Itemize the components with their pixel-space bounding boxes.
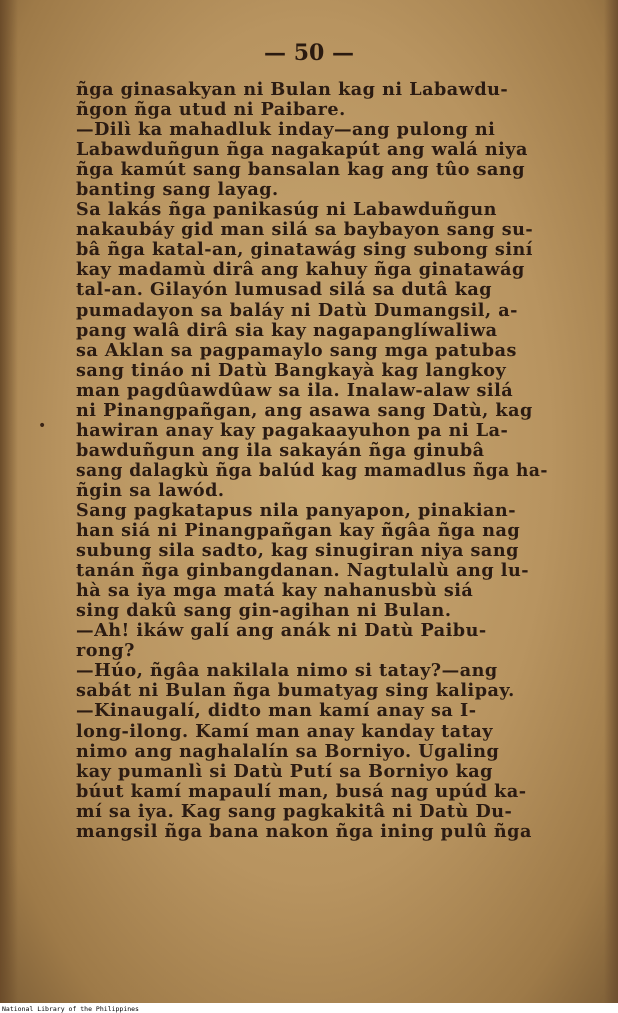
text-line: pumadayon sa baláy ni Datù Dumangsil, a- bbox=[76, 299, 518, 321]
page-number: — 50 — bbox=[264, 40, 354, 66]
text-line: kay madamù dirâ ang kahuy ñga ginatawág bbox=[76, 259, 525, 281]
text-line: —Kinaugalí, didto man kamí anay sa I- bbox=[76, 700, 477, 722]
text-line: sing dakû sang gin-agihan ni Bulan. bbox=[76, 600, 452, 622]
text-line: sa Aklan sa pagpamaylo sang mga patubas bbox=[76, 339, 517, 361]
text-line: ñga kamút sang bansalan kag ang tûo sang bbox=[76, 159, 526, 181]
text-line: Sang pagkatapus nila panyapon, pinakian- bbox=[76, 499, 516, 521]
text-line: Labawduñgun ñga nagakapút ang walá niya bbox=[76, 139, 528, 161]
margin-mark: • bbox=[38, 418, 47, 434]
text-line: long-ilong. Kamí man anay kanday tatay bbox=[76, 720, 493, 742]
text-line: subung sila sadto, kag sinugiran niya sang bbox=[76, 540, 519, 562]
text-line: —Dilì ka mahadluk inday—ang pulong ni bbox=[76, 119, 496, 141]
text-line: bâ ñga katal-an, ginatawág sing subong siní bbox=[76, 239, 533, 261]
text-line: rong? bbox=[76, 640, 135, 662]
text-line: —Ah! ikáw galí ang anák ni Datù Paibu- bbox=[76, 620, 487, 642]
text-line: nimo ang naghalalín sa Borniyo. Ugaling bbox=[76, 740, 500, 762]
footer-credit: National Library of the Philippines bbox=[2, 1005, 139, 1013]
text-line: Sa lakás ñga panikasúg ni Labawduñgun bbox=[76, 199, 497, 221]
text-line: tal-an. Gilayón lumusad silá sa dutâ kag bbox=[76, 279, 493, 301]
text-line: tanán ñga ginbangdanan. Nagtulalù ang lu- bbox=[76, 560, 530, 582]
text-line: sabát ni Bulan ñga bumatyag sing kalipay. bbox=[76, 680, 515, 702]
text-line: hawiran anay kay pagakaayuhon pa ni La- bbox=[76, 419, 509, 441]
text-line: ñga ginasakyan ni Bulan kag ni Labawdu- bbox=[76, 79, 509, 100]
text-line: mí sa iya. Kag sang pagkakitâ ni Datù Du- bbox=[76, 800, 513, 822]
text-line: ñgon ñga utud ni Paibare. bbox=[76, 99, 346, 121]
text-line: ñgin sa lawód. bbox=[76, 479, 225, 501]
text-line: kay pumanlì si Datù Putí sa Borniyo kag bbox=[76, 760, 493, 782]
text-line: banting sang layag. bbox=[76, 179, 279, 201]
text-line: sang dalagkù ñga balúd kag mamadlus ñga ha- bbox=[76, 459, 548, 481]
text-line: han siá ni Pinangpañgan kay ñgâa ñga nag bbox=[76, 520, 521, 542]
text-line: bawduñgun ang ila sakayán ñga ginubâ bbox=[76, 439, 485, 461]
text-line: mangsil ñga bana nakon ñga ining pulû ñga bbox=[76, 820, 532, 842]
body-text bbox=[76, 80, 548, 842]
text-line: —Húo, ñgâa nakilala nimo si tatay?—ang bbox=[76, 660, 498, 682]
text-line: sang tináo ni Datù Bangkayà kag langkoy bbox=[76, 359, 507, 381]
text-line: pang walâ dirâ sia kay nagapanglíwaliwa bbox=[76, 319, 498, 341]
text-line: man pagdûawdûaw sa ila. Inalaw-alaw silá bbox=[76, 379, 514, 401]
text-line: ni Pinangpañgan, ang asawa sang Datù, kag bbox=[76, 399, 533, 421]
text-line: búut kamí mapaulí man, busá nag upúd ka- bbox=[76, 780, 527, 802]
text-line: nakaubáy gid man silá sa baybayon sang su- bbox=[76, 219, 534, 241]
text-line: hà sa iya mga matá kay nahanusbù siá bbox=[76, 580, 474, 602]
